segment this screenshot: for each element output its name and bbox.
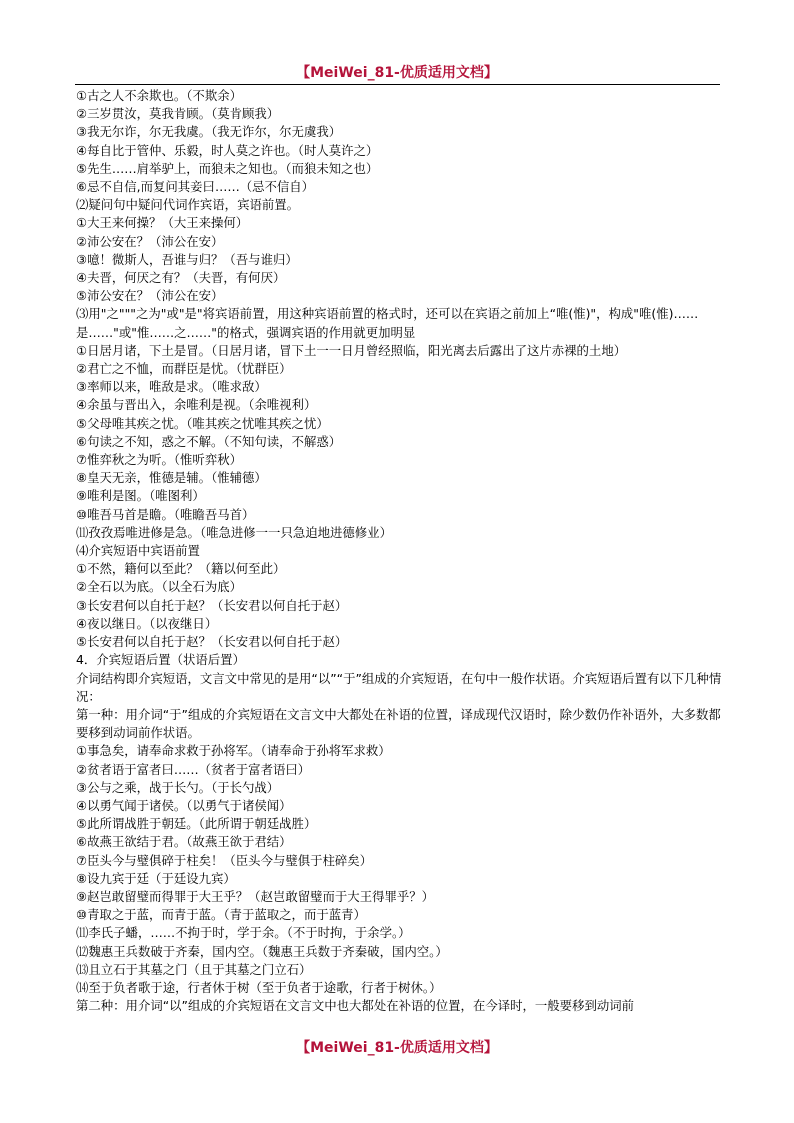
text-line: ⑥忌不自信,而复问其妾曰……（忌不信自）: [76, 179, 315, 195]
text-line: ⑧皇天无亲，惟德是辅。（惟辅德）: [76, 470, 267, 486]
text-line: ⑩青取之于蓝，而青于蓝。（青于蓝取之，而于蓝青）: [76, 907, 366, 923]
section-heading: 4．介宾短语后置（状语后置）: [76, 652, 245, 668]
text-line: ⑤沛公安在？（沛公在安）: [76, 288, 224, 304]
text-line: ①古之人不余欺也。（不欺余）: [76, 88, 242, 103]
text-line: ①事急矣，请奉命求救于孙将军。（请奉命于孙将军求救）: [76, 743, 391, 759]
section-heading: ⑵疑问句中疑问代词作宾语，宾语前置。: [76, 197, 300, 213]
section-heading: ⑶用"之"""之为"或"是"将宾语前置，用这种宾语前置的格式时，还可以在宾语之前加上“唯(惟)"，构成"唯(惟)……是……"或"惟……之……"的格式，强调宾语的作用就更加明显: [76, 306, 699, 340]
text-line: ③公与之乘，战于长勺。（于长勺战）: [76, 779, 280, 795]
paragraph: 第一种：用介词“于”组成的介宾短语在文言文中大都处在补语的位置，译成现代汉语时，除少数仍作补语外，大多数都要移到动词前作状语。: [76, 706, 721, 741]
text-line: ⑥句读之不知，惑之不解。（不知句读，不解惑）: [76, 433, 342, 449]
text-line: ⑤此所谓战胜于朝廷。（此所谓于朝廷战胜）: [76, 816, 317, 832]
text-line: ④以勇气闻于诸侯。（以勇气于诸侯闻）: [76, 797, 292, 813]
text-line: ⑤长安君何以自托于赵？（长安君以何自托于赵）: [76, 634, 348, 650]
section-heading: ⑷介宾短语中宾语前置: [76, 543, 200, 559]
text-line: ⑦臣头今与璧俱碎于柱矣！（臣头今与璧俱于柱碎矣）: [76, 852, 373, 868]
paragraph: 介词结构即介宾短语，文言文中常见的是用“以”“于”组成的介宾短语，在句中一般作状语。介宾短语后置有以下几种情况：: [76, 670, 722, 704]
text-line: ③噫！微斯人，吾谁与归？（吾与谁归）: [76, 251, 298, 267]
page-footer: 【MeiWei_81-优质适用文档】: [296, 1040, 498, 1056]
text-line: ③我无尔诈，尔无我虞。（我无诈尔，尔无虞我）: [76, 124, 342, 140]
text-line: ⑿魏惠王兵数破于齐秦，国内空。（魏惠王兵数于齐秦破，国内空。）: [76, 943, 448, 959]
text-line: ⑤父母唯其疾之忧。（唯其疾之忧唯其疾之忧）: [76, 415, 329, 431]
text-line: 第二种：用介词“以”组成的介宾短语在文言文中也大都处在补语的位置，在今译时，一般要移到动词前: [76, 998, 635, 1014]
text-line: ⒁至于负者歌于途，行者休于树（至于负者于途歌，行者于树休。）: [76, 979, 442, 995]
text-line: ④夜以继日。（以夜继日）: [76, 615, 218, 631]
text-line: ⑩唯吾马首是瞻。（唯瞻吾马首）: [76, 506, 255, 522]
text-line: ③长安君何以自托于赵？（长安君以何自托于赵）: [76, 597, 348, 613]
text-line: ⑧设九宾于廷（于廷设九宾）: [76, 870, 236, 886]
text-line: ②沛公安在？（沛公在安）: [76, 233, 224, 249]
text-line: ⑾李氏子蟠，……不拘于时，学于余。（不于时拘，于余学。）: [76, 925, 411, 941]
text-line: ⑨赵岂敢留璧而得罪于大王乎？（赵岂敢留璧而于大王得罪乎？）: [76, 888, 435, 904]
text-line: ③率师以来，唯敌是求。（唯求敌）: [76, 379, 267, 395]
text-line: ②全石以为底。（以全石为底）: [76, 579, 242, 595]
text-line: ①大王来何操？（大王来操何）: [76, 215, 249, 231]
header-divider: [75, 84, 720, 85]
document-body: [76, 87, 722, 1015]
text-line: ①不然，籍何以至此？（籍以何至此）: [76, 561, 286, 577]
text-line: ⑦惟弈秋之为听。（惟听弈秋）: [76, 452, 242, 468]
page-header: 【MeiWei_81-优质适用文档】: [296, 65, 498, 81]
text-line: ⒀且立石于其墓之门（且于其墓之门立石）: [76, 961, 312, 977]
text-line: ②君亡之不恤，而群臣是忧。（忧群臣）: [76, 361, 292, 377]
text-line: ①日居月诸，下土是冒。（日居月诸，冒下土一一日月曾经照临，阳光离去后露出了这片赤裸的土地）: [76, 342, 627, 358]
text-line: ④夫晋，何厌之有？（夫晋，有何厌）: [76, 270, 286, 286]
text-line: ⑾孜孜焉唯进修是急。（唯急进修一一只急迫地进德修业）: [76, 524, 392, 540]
text-line: ②三岁贯汝，莫我肯顾。（莫肯顾我）: [76, 106, 280, 122]
text-line: ④每自比于管仲、乐毅，时人莫之许也。（时人莫许之）: [76, 142, 379, 158]
text-line: ④余虽与晋出入，余唯利是视。（余唯视利）: [76, 397, 317, 413]
text-line: ⑥故燕王欲结于君。（故燕王欲于君结）: [76, 834, 292, 850]
text-line: ⑨唯利是图。（唯图利）: [76, 488, 205, 504]
text-line: ②贫者语于富者曰……（贫者于富者语曰）: [76, 761, 311, 777]
text-line: ⑤先生……肩举驴上，而狼未之知也。（而狼未知之也）: [76, 160, 379, 176]
